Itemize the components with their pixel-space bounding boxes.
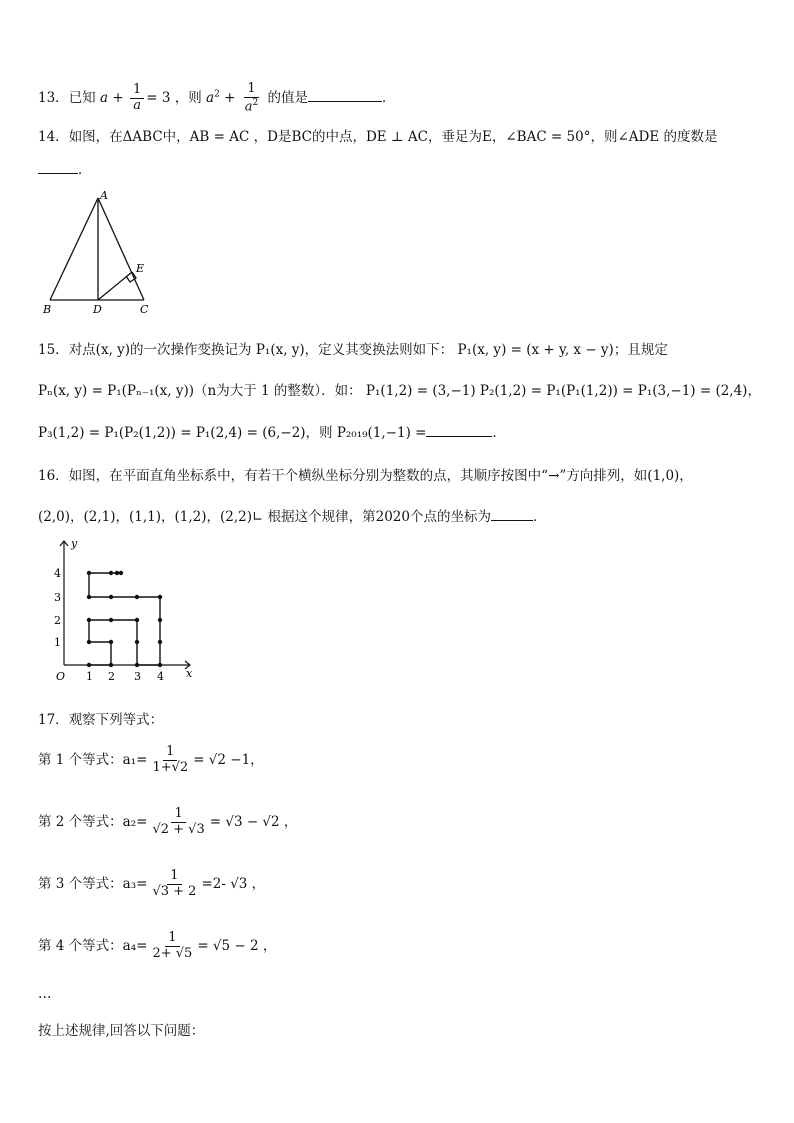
answer-blank[interactable] bbox=[38, 172, 78, 174]
label-b: B bbox=[43, 303, 52, 316]
q15-line2: Pₙ(x, y) = P₁(Pₙ₋₁(x, y))（n为大于 1 的整数）．如： P₁(1,2) = (3,−1) P₂(1,2) = P₁(P₁(1,2)) = P₁(3,−1) = (2,4)， bbox=[38, 383, 761, 399]
q16-line1: 如图，在平面直角坐标系中，有若干个横纵坐标分别为整数的点，其顺序按图中“→”方向排列，如(1,0)， bbox=[68, 468, 693, 484]
q17-ellipsis: … bbox=[38, 986, 52, 1002]
q17-closing: 按上述规律,回答以下问题： bbox=[38, 1023, 205, 1039]
q15-line1: 对点(x, y)的一次操作变换记为 P₁(x, y)，定义其变换法则如下： P₁(x, y) = (x + y, x − y)；且规定 bbox=[68, 342, 668, 358]
y-tick: 4 bbox=[54, 567, 61, 580]
label-a: A bbox=[100, 189, 108, 202]
q13-pre: 已知 bbox=[68, 90, 96, 107]
x-tick: 3 bbox=[134, 670, 141, 683]
triangle-figure bbox=[40, 188, 165, 318]
q14-number: 14． bbox=[38, 129, 69, 145]
q13-post: ，则 bbox=[174, 90, 202, 107]
coordinate-figure bbox=[40, 535, 200, 685]
answer-blank[interactable] bbox=[308, 100, 382, 102]
q15-line3: P₃(1,2) = P₁(P₂(1,2)) = P₁(2,4) = (6,−2)，则 P₂₀₁₉(1,−1) = ． bbox=[38, 425, 506, 441]
x-tick: 4 bbox=[157, 670, 164, 683]
label-d: D bbox=[93, 303, 102, 316]
origin-label: O bbox=[56, 670, 66, 683]
q17-eq2: 第 2 个等式：a₂= $\frac{1}{√2 + √3}$ = √3 − √2 ， bbox=[38, 806, 298, 837]
q17-eq3: 第 3 个等式：a₃= $\frac{1}{√3 + 2}$ =2- √3 ， bbox=[38, 868, 266, 899]
y-tick: 1 bbox=[54, 636, 61, 649]
q16-line2: (2,0)，(2,1)，(1,1)，(1,2)，(2,2)∟ 根据这个规律，第2020个点的坐标为 ． bbox=[38, 509, 547, 525]
q17-eq1: 第 1 个等式：a₁= $\frac{1}{1+√2}$ = √2 −1， bbox=[38, 744, 264, 775]
q17-eq4: 第 4 个等式：a₄= $\frac{1}{2+ √5}$ = √5 − 2 ， bbox=[38, 930, 277, 961]
x-axis-label: x bbox=[186, 667, 193, 680]
y-tick: 3 bbox=[54, 591, 61, 604]
label-c: C bbox=[140, 303, 149, 316]
x-tick: 1 bbox=[86, 670, 93, 683]
q15 bbox=[38, 338, 668, 358]
q14-blank-line: ． bbox=[38, 158, 92, 178]
q16-number: 16． bbox=[38, 468, 69, 484]
x-tick: 2 bbox=[108, 670, 115, 683]
q14 bbox=[38, 125, 718, 145]
q14-text: 如图，在ΔABC中，AB = AC ，D是BC的中点，DE ⊥ AC，垂足为E，∠BAC = 50°，则∠ADE 的度数是 bbox=[68, 129, 718, 145]
q13: 13．已知 a + $\frac{1}{a}$ = 3 ，则 $a^2$ + $\frac{1}{a^2}$ 的值是 ． bbox=[38, 81, 396, 115]
q13-number: 13． bbox=[38, 90, 69, 107]
answer-blank[interactable] bbox=[426, 435, 492, 437]
q15-number: 15． bbox=[38, 342, 69, 358]
label-e: E bbox=[136, 262, 145, 275]
q13-tail: 的值是 bbox=[267, 90, 309, 107]
q17-number: 17． bbox=[38, 712, 69, 728]
y-axis-label: y bbox=[71, 537, 78, 550]
answer-blank[interactable] bbox=[491, 519, 533, 521]
q17-title: 17．观察下列等式： bbox=[38, 712, 164, 728]
q16 bbox=[38, 464, 693, 484]
y-tick: 2 bbox=[54, 614, 61, 627]
